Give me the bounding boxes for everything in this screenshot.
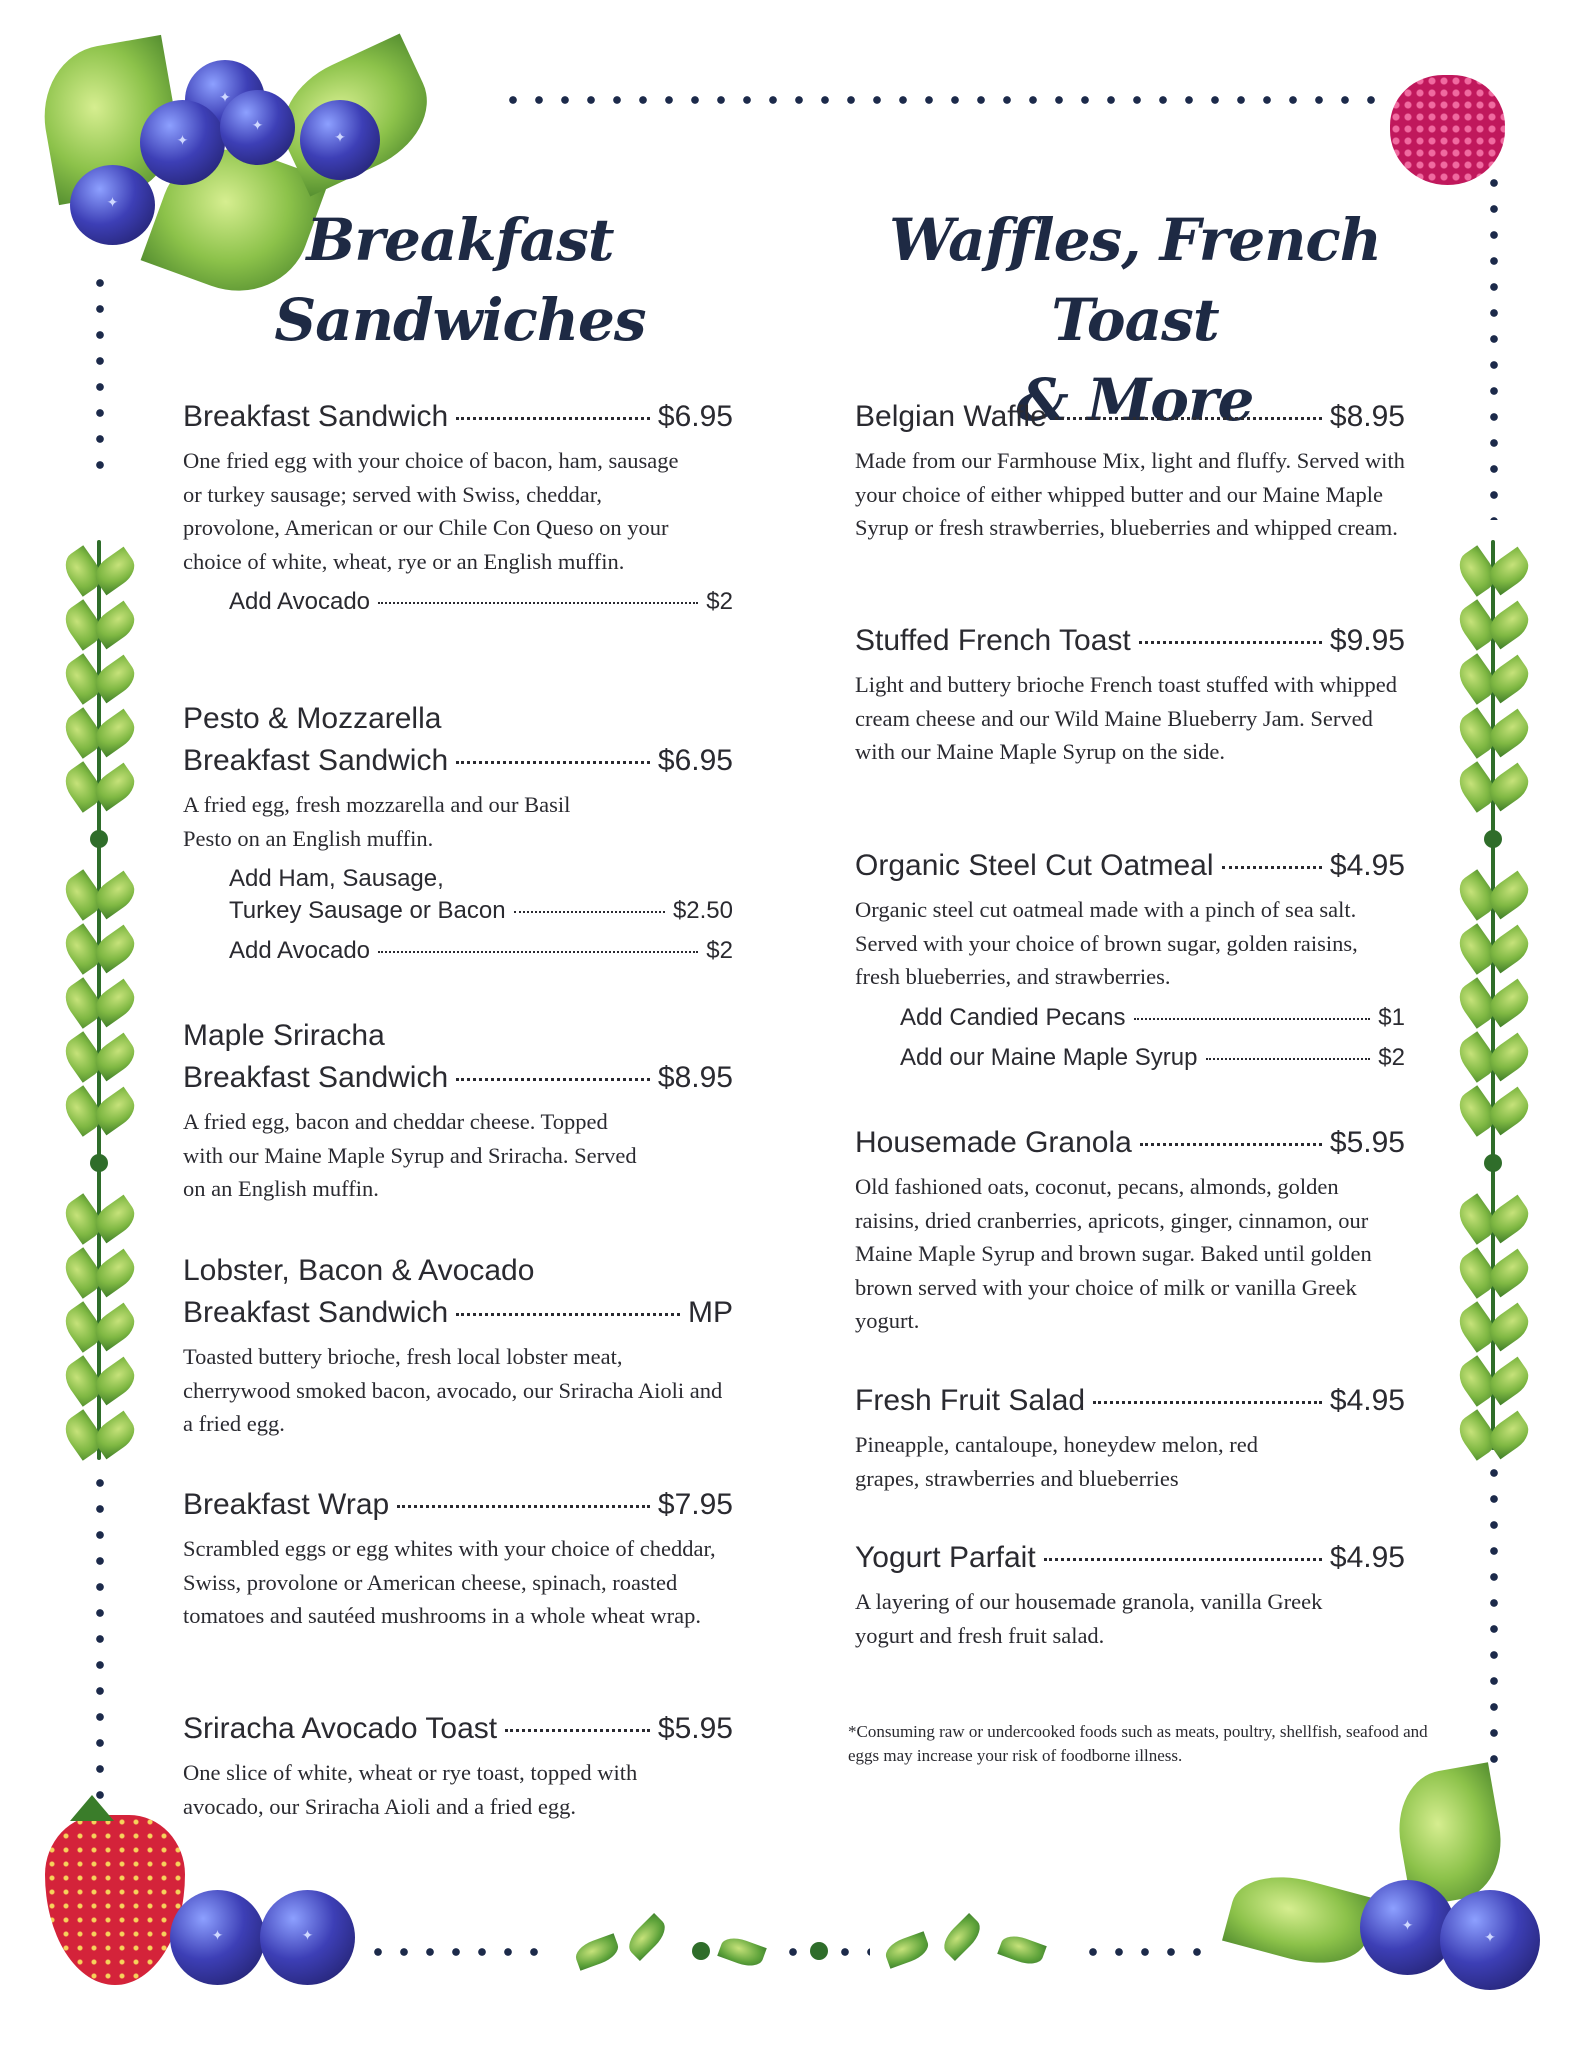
bud-icon (1484, 1154, 1502, 1172)
menu-item-belgian-waffle (855, 396, 1405, 545)
blueberry-icon (170, 1890, 265, 1985)
menu-item-breakfast-sandwich (183, 396, 733, 618)
item-name-line1: Pesto & Mozzarella (183, 702, 442, 735)
strawberry-icon (45, 1815, 185, 1985)
item-name: Housemade Granola (855, 1126, 1132, 1159)
left-dotted-border-lower (96, 1470, 104, 1800)
item-name: Organic Steel Cut Oatmeal (855, 849, 1214, 882)
raspberry-icon (1390, 75, 1505, 185)
menu-item-sriracha-avocado-toast (183, 1708, 733, 1823)
blueberry-icon (140, 100, 225, 185)
leaf-icon (572, 1933, 622, 1971)
left-section-title-line2: Sandwiches (274, 286, 646, 354)
item-price: $4.95 (1329, 1384, 1405, 1417)
item-name: Sriracha Avocado Toast (183, 1712, 498, 1745)
addon-label-line1: Add Ham, Sausage, (229, 865, 444, 892)
item-price: MP (688, 1296, 733, 1329)
right-section-title-line2: & More (1016, 366, 1254, 434)
bottom-dotted-border-left (365, 1948, 545, 1956)
leaf-icon (1222, 1863, 1378, 1977)
item-name: Breakfast Wrap (183, 1488, 390, 1521)
addon-price: $2.50 (672, 897, 733, 924)
bud-icon (90, 1154, 108, 1172)
addon-row (900, 1042, 1405, 1074)
item-name: Breakfast Sandwich (183, 744, 449, 777)
item-description: Pineapple, cantaloupe, honeydew melon, red grapes, strawberries and blueberries (855, 1432, 1258, 1491)
bud-icon (810, 1942, 828, 1960)
leaf-icon (717, 1933, 767, 1971)
blueberry-icon (1440, 1890, 1540, 1990)
menu-item-housemade-granola (855, 1122, 1405, 1338)
addon-label: Turkey Sausage or Bacon (229, 897, 506, 924)
item-price: $8.95 (1329, 400, 1405, 433)
addon-price: $1 (1378, 1003, 1405, 1031)
leaf-icon (997, 1931, 1047, 1969)
bud-icon (90, 830, 108, 848)
addon-row (229, 586, 733, 618)
item-price: $4.95 (1329, 1541, 1405, 1574)
menu-item-lobster-bacon-avocado (183, 1250, 733, 1441)
bud-icon (1484, 830, 1502, 848)
right-dotted-border-upper (1490, 170, 1498, 520)
addon-label: Add our Maine Maple Syrup (900, 1043, 1198, 1071)
addon-label: Add Avocado (229, 588, 371, 615)
menu-item-maple-sriracha (183, 1015, 733, 1206)
item-price: $6.95 (657, 400, 733, 433)
bottom-dotted-border-right (1080, 1948, 1210, 1956)
item-name: Fresh Fruit Salad (855, 1384, 1086, 1417)
item-name: Breakfast Sandwich (183, 1296, 449, 1329)
leaf-icon (938, 1913, 986, 1961)
item-description: One fried egg with your choice of bacon, ham, sausage or turkey sausage; served with Swiss, cheddar, provolone, American or our Chile Con Queso on your choice of white, wheat, rye or an English muffin. (183, 448, 679, 574)
addon-row (229, 863, 733, 927)
top-dotted-border (500, 96, 1380, 104)
right-section-title-line1: Waffles, French Toast (889, 206, 1381, 354)
addon-row (900, 1002, 1405, 1034)
item-name: Yogurt Parfait (855, 1541, 1036, 1574)
item-description: Scrambled eggs or egg whites with your choice of cheddar, Swiss, provolone or American cheese, spinach, roasted tomatoes and sautéed mushrooms in a whole wheat wrap. (183, 1536, 716, 1628)
item-name: Breakfast Sandwich (183, 400, 449, 433)
item-name-line1: Maple Sriracha (183, 1019, 385, 1052)
item-description: One slice of white, wheat or rye toast, topped with avocado, our Sriracha Aioli and a fried egg. (183, 1760, 638, 1819)
item-price: $4.95 (1329, 849, 1405, 882)
menu-item-breakfast-wrap (183, 1484, 733, 1633)
menu-item-stuffed-french-toast (855, 620, 1405, 769)
strawberry-leaf-icon (70, 1795, 114, 1821)
addon-price: $2 (706, 937, 733, 964)
menu-item-yogurt-parfait (855, 1537, 1405, 1652)
item-name: Breakfast Sandwich (183, 1061, 449, 1094)
menu-item-fresh-fruit-salad (855, 1380, 1405, 1495)
item-price: $8.95 (657, 1061, 733, 1094)
leaf-icon (623, 1913, 671, 1961)
left-vine-icon (64, 540, 134, 1460)
item-description: Toasted buttery brioche, fresh local lobster meat, cherrywood smoked bacon, avocado, our Sriracha Aioli and a fried egg. (183, 1344, 723, 1436)
blueberry-icon (70, 165, 155, 245)
right-vine-icon (1458, 540, 1528, 1450)
menu-item-pesto-mozzarella (183, 698, 733, 967)
addon-label: Add Candied Pecans (900, 1003, 1126, 1031)
leaf-icon (882, 1931, 932, 1969)
item-description: A fried egg, bacon and cheddar cheese. Topped with our Maine Maple Syrup and Sriracha. Served on an English muffin. (183, 1109, 637, 1201)
food-safety-footnote: *Consuming raw or undercooked foods such as meats, poultry, shellfish, seafood and eggs may increase your risk of foodborne illness. (848, 1722, 1428, 1765)
item-price: $9.95 (1329, 624, 1405, 657)
item-name: Stuffed French Toast (855, 624, 1131, 657)
right-dotted-border-lower (1490, 1460, 1498, 1780)
item-name-line1: Lobster, Bacon & Avocado (183, 1254, 535, 1287)
addon-price: $2 (706, 588, 733, 615)
bud-icon (692, 1942, 710, 1960)
item-description: Old fashioned oats, coconut, pecans, almonds, golden raisins, dried cranberries, apricots, ginger, cinnamon, our Maine Maple Syrup and brown sugar. Baked until golden brown served with your choice of milk or vanilla Greek yogurt. (855, 1174, 1372, 1333)
item-description: A fried egg, fresh mozzarella and our Basil Pesto on an English muffin. (183, 792, 571, 851)
blueberry-icon (220, 90, 295, 165)
left-dotted-border-upper (96, 270, 104, 470)
blueberry-icon (300, 100, 380, 180)
item-price: $5.95 (657, 1712, 733, 1745)
item-price: $6.95 (657, 744, 733, 777)
item-description: Organic steel cut oatmeal made with a pinch of sea salt. Served with your choice of brown sugar, golden raisins, fresh blueberries, and strawberries. (855, 897, 1358, 989)
blueberry-icon (260, 1890, 355, 1985)
left-section-title (260, 200, 660, 360)
item-name: Belgian Waffle (855, 400, 1047, 433)
menu-item-organic-steel-cut-oatmeal (855, 845, 1405, 1074)
left-section-title-line1: Breakfast (306, 206, 614, 274)
addon-label: Add Avocado (229, 937, 371, 964)
item-description: A layering of our housemade granola, vanilla Greek yogurt and fresh fruit salad. (855, 1589, 1323, 1648)
item-price: $5.95 (1329, 1126, 1405, 1159)
addon-price: $2 (1378, 1043, 1405, 1071)
item-description: Made from our Farmhouse Mix, light and fluffy. Served with your choice of either whipped butter and our Maine Maple Syrup or fresh strawberries, blueberries and whipped cream. (855, 448, 1405, 540)
item-price: $7.95 (657, 1488, 733, 1521)
item-description: Light and buttery brioche French toast stuffed with whipped cream cheese and our Wild Maine Blueberry Jam. Served with our Maine Maple Syrup on the side. (855, 672, 1397, 764)
addon-row (229, 935, 733, 967)
